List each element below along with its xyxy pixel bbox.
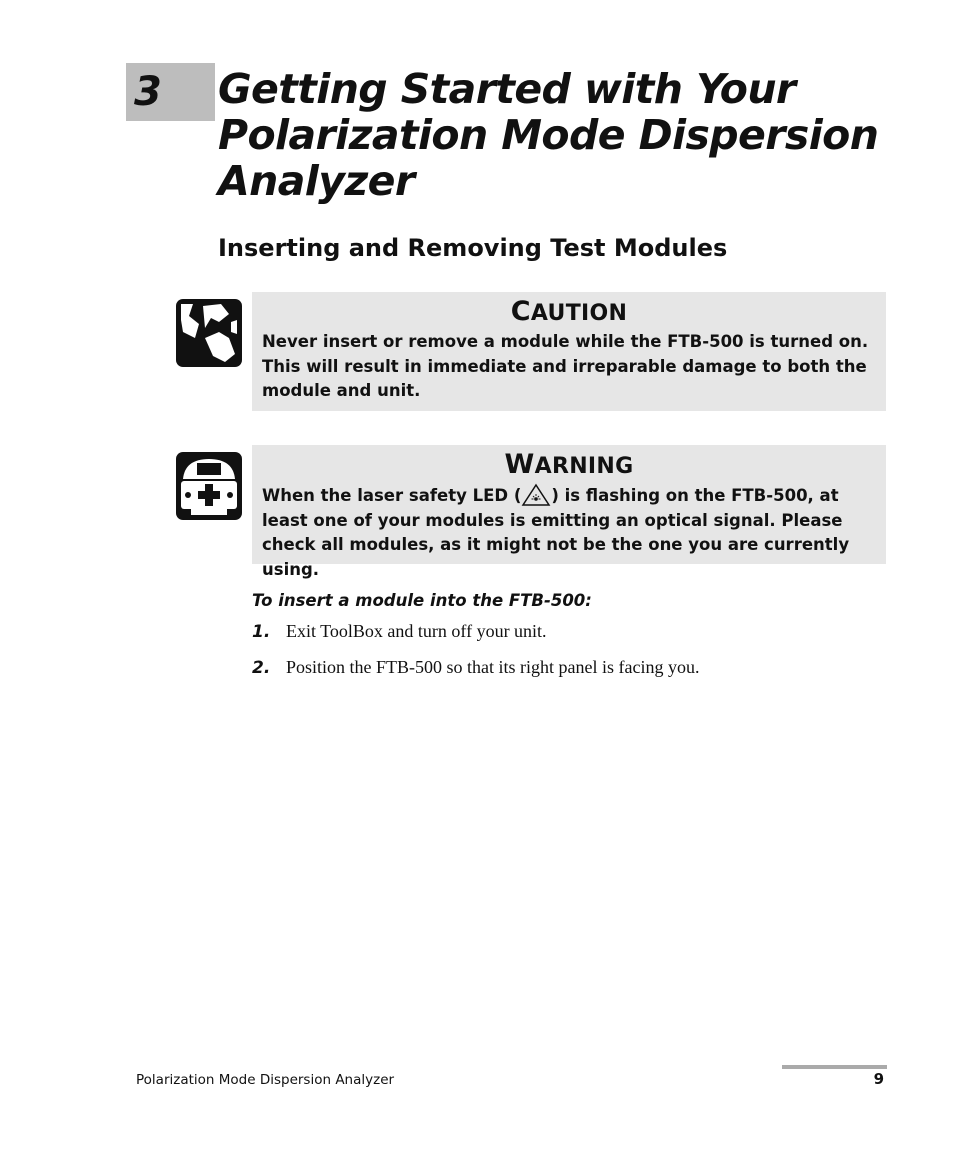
- section-title: Inserting and Removing Test Modules: [218, 234, 728, 262]
- chapter-number: 3: [134, 69, 162, 115]
- step-number: 2.: [252, 658, 271, 678]
- procedure-step: [252, 656, 699, 679]
- step-text: Exit ToolBox and turn off your unit.: [286, 621, 547, 641]
- procedure-step: [252, 620, 547, 643]
- footer-title: Polarization Mode Dispersion Analyzer: [136, 1072, 395, 1088]
- laser-safety-icon: [521, 483, 551, 507]
- step-text: Position the FTB-500 so that its right panel is facing you.: [286, 657, 700, 677]
- warning-title: WARNING: [504, 449, 634, 480]
- warning-text: When the laser safety LED ( ) is flashing on the FTB-500, at least one of your modules is emitting an optical signal. Please check all modules, as it might not be the one you are currently using.: [262, 483, 876, 588]
- step-number: 1.: [252, 622, 271, 642]
- warning-icon: [175, 451, 243, 521]
- caution-text: Never insert or remove a module while the FTB-500 is turned on. This will result in immediate and irreparable damage to both the module and unit.: [262, 332, 869, 400]
- caution-icon: [175, 298, 243, 368]
- procedure-heading: To insert a module into the FTB-500:: [252, 591, 592, 610]
- warning-box: [252, 445, 886, 579]
- page-number: 9: [873, 1070, 884, 1088]
- caution-title: CAUTION: [510, 296, 628, 327]
- chapter-title: Getting Started with Your Polarization Mode Dispersion Analyzer: [218, 65, 879, 205]
- caution-box: [252, 292, 886, 411]
